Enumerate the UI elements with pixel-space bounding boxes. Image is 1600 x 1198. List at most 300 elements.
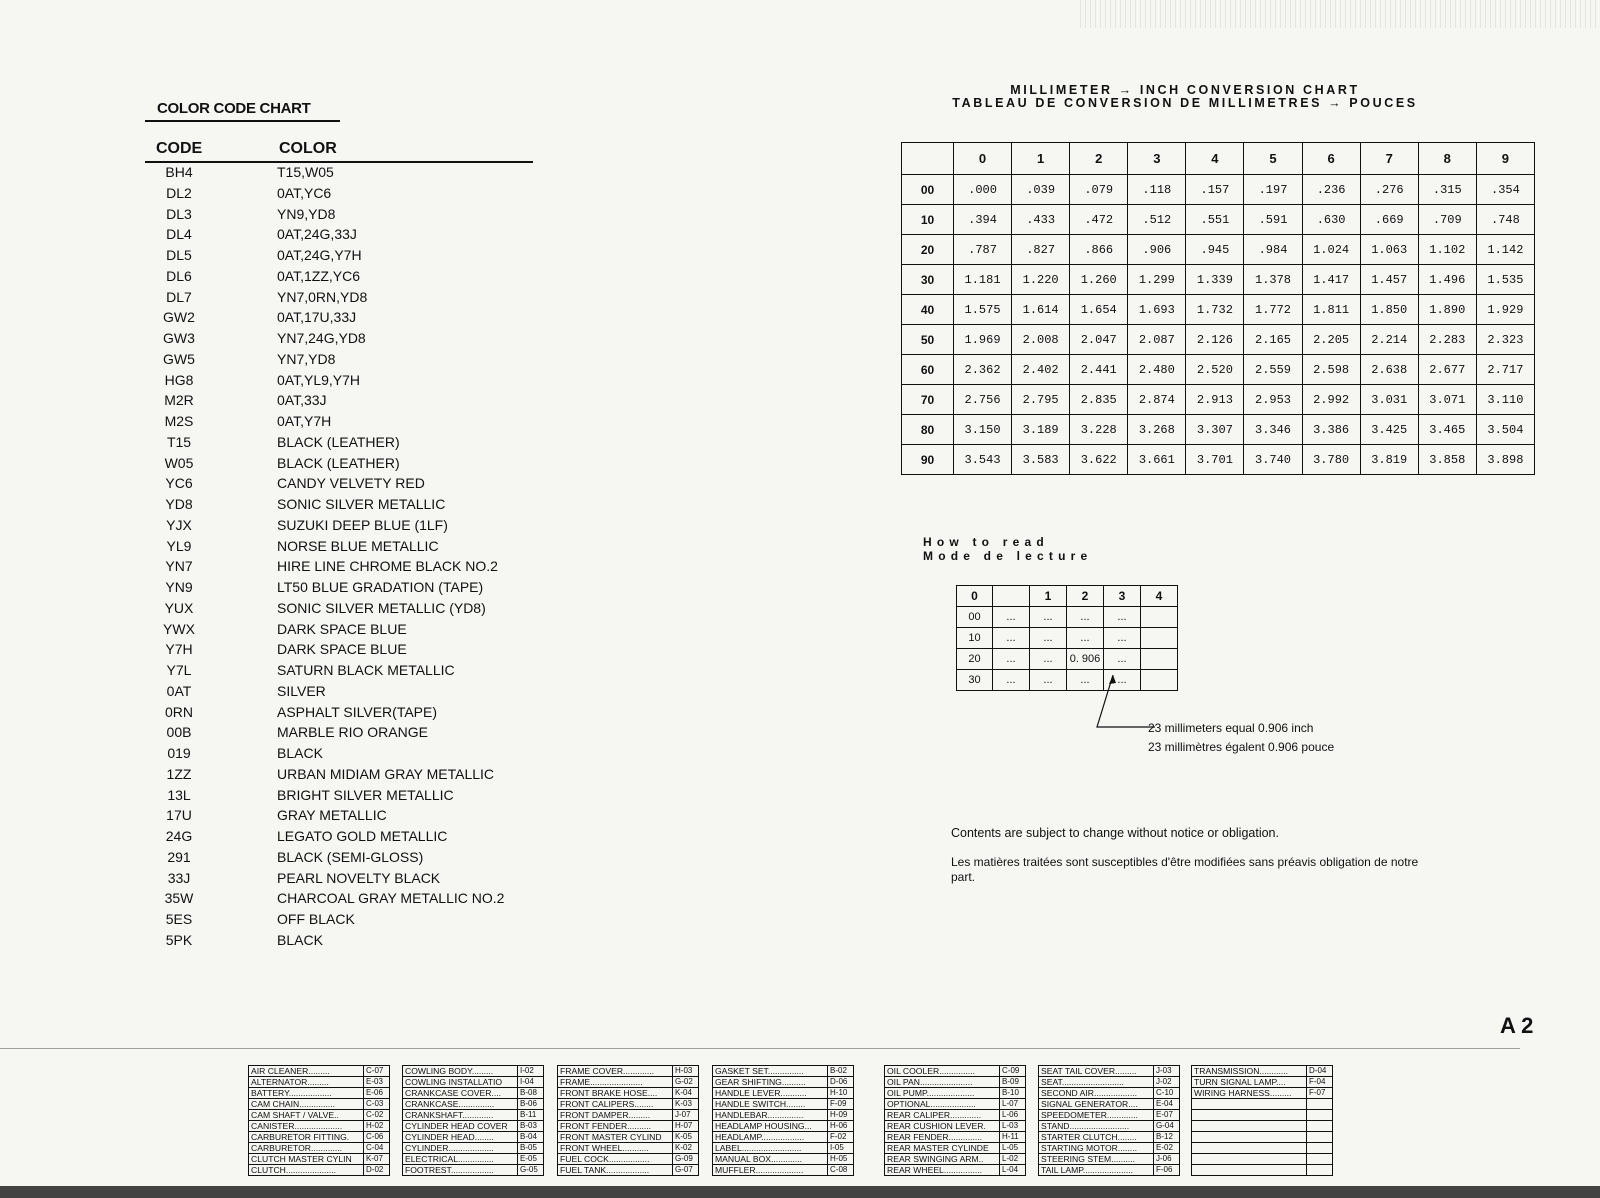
color-name: YN7,0RN,YD8 (277, 288, 368, 305)
index-entry-name: COWLING INSTALLATIO (403, 1077, 518, 1088)
color-code-row (145, 743, 545, 764)
index-entry[interactable] (1039, 1154, 1180, 1165)
index-entry[interactable] (249, 1165, 390, 1176)
color-code: DL6 (166, 267, 192, 284)
color-code-row (145, 307, 545, 328)
color-code: 00B (166, 724, 192, 741)
example-cell: ... (1067, 628, 1104, 649)
inch-value: 3.780 (1302, 445, 1360, 475)
index-entry[interactable] (1192, 1132, 1333, 1143)
color-code-row (145, 287, 545, 308)
index-entry-name: CRANKCASE............... (403, 1099, 518, 1110)
inch-value: 1.378 (1244, 265, 1302, 295)
index-entry-name: CARBURETOR FITTING. (249, 1132, 364, 1143)
index-entry[interactable] (713, 1165, 854, 1176)
index-entry[interactable] (1039, 1088, 1180, 1099)
index-entry-name: REAR CUSHION LEVER. (885, 1121, 1000, 1132)
color-code: YN9 (165, 579, 193, 595)
inch-value: 1.969 (954, 325, 1012, 355)
index-entry[interactable] (558, 1154, 699, 1165)
index-entry[interactable] (558, 1165, 699, 1176)
index-entry[interactable] (1039, 1132, 1180, 1143)
index-entry-name: HANDLE LEVER........... (713, 1088, 828, 1099)
index-entry[interactable] (249, 1143, 390, 1154)
example-cell: ... (993, 670, 1030, 691)
index-entry-page: F-02 (828, 1132, 854, 1143)
color-code: 1ZZ (166, 765, 192, 782)
index-entry-page: E-06 (364, 1088, 390, 1099)
index-entry-name (1192, 1143, 1307, 1154)
index-entry-page: C-06 (364, 1132, 390, 1143)
inch-value: 3.858 (1418, 445, 1476, 475)
inch-value: 2.126 (1186, 325, 1244, 355)
color-code: BH4 (165, 164, 193, 180)
index-entry-page: G-05 (518, 1165, 544, 1176)
pointer-arrow-icon (1095, 675, 1155, 735)
index-entry[interactable] (1192, 1165, 1333, 1176)
color-name: MARBLE RIO ORANGE (277, 724, 428, 741)
color-code: HG8 (164, 371, 194, 388)
index-entry-name: CYLINDER HEAD........ (403, 1132, 518, 1143)
color-code-row (145, 909, 545, 930)
inch-value: 1.181 (954, 265, 1012, 295)
color-code-row (145, 245, 545, 266)
index-entry[interactable] (713, 1077, 854, 1088)
code-header: CODE (156, 140, 203, 157)
index-entry[interactable] (713, 1132, 854, 1143)
index-entry-page: D-04 (1307, 1066, 1333, 1077)
column-header: 9 (1476, 143, 1534, 175)
color-code: M2S (164, 413, 194, 429)
inch-value: .433 (1012, 205, 1070, 235)
conversion-row (902, 235, 1535, 265)
color-code-row (145, 556, 545, 577)
index-entry[interactable] (403, 1121, 544, 1132)
color-name: 0AT,YC6 (277, 184, 332, 201)
color-name: YN7,YD8 (277, 350, 336, 367)
example-cell (1141, 649, 1178, 670)
color-code: GW3 (163, 330, 195, 346)
color-code: GW5 (163, 350, 195, 367)
color-name: YN7,24G,YD8 (277, 330, 366, 346)
inch-value: 2.795 (1012, 385, 1070, 415)
index-entry[interactable] (403, 1143, 544, 1154)
index-entry[interactable] (249, 1077, 390, 1088)
column-header: 2 (1070, 143, 1128, 175)
index-entry-page: B-03 (518, 1121, 544, 1132)
index-entry-page: J-07 (673, 1110, 699, 1121)
index-entry-name: TURN SIGNAL LAMP.... (1192, 1077, 1307, 1088)
index-entry-page (1307, 1143, 1333, 1154)
color-code: YN7 (165, 558, 193, 575)
index-entry-page (1307, 1110, 1333, 1121)
index-entry-name: STARTING MOTOR........ (1039, 1143, 1154, 1154)
index-entry-page: E-07 (1154, 1110, 1180, 1121)
inch-value: 2.874 (1128, 385, 1186, 415)
example-cell: ... (993, 628, 1030, 649)
index-entry[interactable] (885, 1099, 1026, 1110)
index-entry[interactable] (558, 1088, 699, 1099)
index-entry-page: I-05 (828, 1143, 854, 1154)
inch-value: 2.559 (1244, 355, 1302, 385)
row-label: 80 (902, 415, 954, 445)
conversion-row (902, 205, 1535, 235)
column-header: 1 (1012, 143, 1070, 175)
disclaimer-fr: Les matières traitées sont susceptibles d'être modifiées sans préavis obligation de notre part. (951, 855, 1419, 884)
index-entry-name: SIGNAL GENERATOR.... (1039, 1099, 1154, 1110)
index-entry[interactable] (249, 1154, 390, 1165)
inch-value: 3.346 (1244, 415, 1302, 445)
inch-value: 3.228 (1070, 415, 1128, 445)
example-cell: ... (1067, 670, 1104, 691)
inch-value: 2.480 (1128, 355, 1186, 385)
index-entry[interactable] (1192, 1154, 1333, 1165)
color-code-row (145, 370, 545, 391)
index-entry-name: SEAT.......................... (1039, 1077, 1154, 1088)
inch-value: .236 (1302, 175, 1360, 205)
index-entry[interactable] (1039, 1110, 1180, 1121)
index-entry[interactable] (1192, 1088, 1333, 1099)
color-name: 0AT,YL9,Y7H (277, 371, 361, 388)
color-code-row (145, 349, 545, 370)
row-label: 90 (902, 445, 954, 475)
index-entry-page: H-03 (673, 1066, 699, 1077)
index-entry-name: STEERING STEM.......... (1039, 1154, 1154, 1165)
index-entry-page: K-04 (673, 1088, 699, 1099)
color-name: CHARCOAL GRAY METALLIC NO.2 (277, 890, 505, 907)
index-entry[interactable] (713, 1154, 854, 1165)
color-code: DL3 (166, 205, 192, 222)
color-code-row (145, 224, 545, 245)
color-code-row (145, 888, 545, 909)
index-entry-page: C-08 (828, 1165, 854, 1176)
index-entry[interactable] (403, 1154, 544, 1165)
color-name: SONIC SILVER METALLIC (277, 496, 446, 512)
conversion-row (902, 385, 1535, 415)
index-column (1038, 1065, 1180, 1176)
example-cell: ... (1104, 607, 1141, 628)
index-entry-name: STAND......................... (1039, 1121, 1154, 1132)
index-entry[interactable] (1192, 1121, 1333, 1132)
inch-value: .315 (1418, 175, 1476, 205)
inch-value: .827 (1012, 235, 1070, 265)
index-entry-name: FRONT MASTER CYLIND (558, 1132, 673, 1143)
inch-value: 2.992 (1302, 385, 1360, 415)
color-code-row (145, 764, 545, 785)
index-entry-page: B-05 (518, 1143, 544, 1154)
color-name: BLACK (277, 931, 323, 948)
index-entry[interactable] (558, 1066, 699, 1077)
example-cell: ... (1104, 670, 1141, 691)
index-entry[interactable] (885, 1165, 1026, 1176)
inch-value: 2.362 (954, 355, 1012, 385)
index-entry[interactable] (1192, 1143, 1333, 1154)
index-entry-page: H-11 (1000, 1132, 1026, 1143)
index-entry-page: K-02 (673, 1143, 699, 1154)
color-name: URBAN MIDIAM GRAY METALLIC (277, 765, 495, 782)
color-code: 17U (166, 807, 192, 824)
inch-value: 3.740 (1244, 445, 1302, 475)
index-entry-name: STARTER CLUTCH........ (1039, 1132, 1154, 1143)
color-code-row (145, 390, 545, 411)
color-name: BLACK (LEATHER) (277, 433, 400, 450)
index-entry-name: OIL PAN...................... (885, 1077, 1000, 1088)
color-code-row (145, 494, 545, 515)
example-column-header: 2 (1067, 586, 1104, 607)
index-entry-page: H-09 (828, 1110, 854, 1121)
inch-value: 1.024 (1302, 235, 1360, 265)
how-to-read-title-fr: Mode de lecture (923, 549, 1093, 563)
index-entry[interactable] (1039, 1121, 1180, 1132)
color-code-row (145, 598, 545, 619)
inch-value: 2.323 (1476, 325, 1534, 355)
color-code: 019 (167, 745, 191, 761)
index-entry-page: G-07 (673, 1165, 699, 1176)
color-name: SILVER (277, 682, 326, 699)
index-entry[interactable] (713, 1143, 854, 1154)
color-name: T15,W05 (277, 164, 334, 180)
index-entry-page: H-07 (673, 1121, 699, 1132)
index-entry[interactable] (885, 1154, 1026, 1165)
index-entry[interactable] (249, 1088, 390, 1099)
column-header: 6 (1302, 143, 1360, 175)
inch-value: 1.496 (1418, 265, 1476, 295)
inch-value: .157 (1186, 175, 1244, 205)
index-entry-name: REAR SWINGING ARM.. (885, 1154, 1000, 1165)
example-row-label: 30 (957, 670, 993, 691)
index-entry-name: CAM SHAFT / VALVE.. (249, 1110, 364, 1121)
inch-value: .787 (954, 235, 1012, 265)
color-code-row (145, 722, 545, 743)
index-entry-name: FRAME COVER............. (558, 1066, 673, 1077)
inch-value: 2.953 (1244, 385, 1302, 415)
index-entry[interactable] (713, 1099, 854, 1110)
index-entry-page: L-04 (1000, 1165, 1026, 1176)
index-entry-page: J-03 (1154, 1066, 1180, 1077)
color-name: SONIC SILVER METALLIC (YD8) (277, 599, 486, 616)
index-entry-name: CARBURETOR............. (249, 1143, 364, 1154)
index-entry-name: WIRING HARNESS......... (1192, 1088, 1307, 1099)
index-entry[interactable] (885, 1121, 1026, 1132)
color-name: LT50 BLUE GRADATION (TAPE) (277, 579, 484, 595)
index-entry[interactable] (1039, 1099, 1180, 1110)
index-entry[interactable] (249, 1110, 390, 1121)
inch-value: 3.425 (1360, 415, 1418, 445)
index-entry[interactable] (403, 1165, 544, 1176)
index-entry[interactable] (403, 1110, 544, 1121)
inch-value: 1.890 (1418, 295, 1476, 325)
color-name: DARK SPACE BLUE (277, 641, 407, 658)
inch-value: 2.638 (1360, 355, 1418, 385)
index-entry[interactable] (403, 1088, 544, 1099)
example-note-fr: 23 millimètres égalent 0.906 pouce (1148, 740, 1335, 754)
index-entry[interactable] (885, 1066, 1026, 1077)
index-entry[interactable] (558, 1099, 699, 1110)
index-entry[interactable] (558, 1110, 699, 1121)
inch-value: .472 (1070, 205, 1128, 235)
inch-value: 3.465 (1418, 415, 1476, 445)
example-cell: ... (1067, 607, 1104, 628)
row-label: 20 (902, 235, 954, 265)
color-code-row (145, 432, 545, 453)
index-entry-name: CYLINDER HEAD COVER (403, 1121, 518, 1132)
inch-value: 1.417 (1302, 265, 1360, 295)
color-code: DL4 (166, 226, 192, 243)
column-header: 0 (954, 143, 1012, 175)
index-entry-name (1192, 1132, 1307, 1143)
color-code-row (145, 515, 545, 536)
index-entry-page (1307, 1132, 1333, 1143)
index-entry[interactable] (1039, 1066, 1180, 1077)
index-entry-name: HANDLEBAR............... (713, 1110, 828, 1121)
index-entry-name: REAR MASTER CYLINDE (885, 1143, 1000, 1154)
inch-value: .551 (1186, 205, 1244, 235)
index-entry-page: B-08 (518, 1088, 544, 1099)
index-entry-name: OIL COOLER............... (885, 1066, 1000, 1077)
index-entry-name: GEAR SHIFTING.......... (713, 1077, 828, 1088)
color-name: GRAY METALLIC (277, 807, 387, 824)
index-entry[interactable] (1039, 1077, 1180, 1088)
index-entry[interactable] (713, 1088, 854, 1099)
index-entry-name: TRANSMISSION............ (1192, 1066, 1307, 1077)
inch-value: 3.898 (1476, 445, 1534, 475)
color-code: 24G (165, 828, 193, 844)
row-label: 50 (902, 325, 954, 355)
index-entry-page: C-09 (1000, 1066, 1026, 1077)
color-name: HIRE LINE CHROME BLACK NO.2 (277, 558, 498, 575)
color-code: Y7L (166, 662, 192, 678)
index-entry[interactable] (403, 1066, 544, 1077)
index-entry[interactable] (1192, 1110, 1333, 1121)
inch-value: 3.701 (1186, 445, 1244, 475)
inch-value: 1.102 (1418, 235, 1476, 265)
index-entry-page: G-09 (673, 1154, 699, 1165)
index-column (884, 1065, 1026, 1176)
color-name: YN9,YD8 (277, 205, 336, 222)
color-code-row (145, 660, 545, 681)
index-entry-page: I-02 (518, 1066, 544, 1077)
conversion-title-fr: TABLEAU DE CONVERSION DE MILLIMETRES → POUCES (952, 96, 1418, 110)
index-entry[interactable] (885, 1143, 1026, 1154)
inch-value: 2.205 (1302, 325, 1360, 355)
inch-value: .118 (1128, 175, 1186, 205)
index-entry[interactable] (403, 1099, 544, 1110)
color-code: 0RN (164, 703, 193, 720)
index-entry-page: H-05 (828, 1154, 854, 1165)
inch-value: .354 (1476, 175, 1534, 205)
example-column-header: 3 (1104, 586, 1141, 607)
column-header: 4 (1186, 143, 1244, 175)
conversion-row (902, 325, 1535, 355)
index-entry[interactable] (249, 1099, 390, 1110)
index-entry-page: I-04 (518, 1077, 544, 1088)
column-header: 5 (1244, 143, 1302, 175)
color-code-row (145, 785, 545, 806)
index-entry[interactable] (885, 1132, 1026, 1143)
inch-value: .984 (1244, 235, 1302, 265)
index-entry[interactable] (713, 1121, 854, 1132)
index-entry[interactable] (1039, 1165, 1180, 1176)
color-code-list (145, 162, 545, 951)
index-entry-name: FRAME...................... (558, 1077, 673, 1088)
index-entry-name: COWLING BODY......... (403, 1066, 518, 1077)
index-entry[interactable] (558, 1132, 699, 1143)
example-row-label: 20 (957, 649, 993, 670)
index-entry-name: FUEL COCK................. (558, 1154, 673, 1165)
index-entry-name: AIR CLEANER......... (249, 1066, 364, 1077)
color-name: DARK SPACE BLUE (277, 620, 407, 637)
how-to-read-title: How to read (923, 535, 1049, 549)
index-entry-name: FOOTREST.................. (403, 1165, 518, 1176)
index-column (248, 1065, 390, 1176)
index-entry-page: C-03 (364, 1099, 390, 1110)
index-entry[interactable] (713, 1110, 854, 1121)
index-entry[interactable] (558, 1143, 699, 1154)
index-entry[interactable] (249, 1132, 390, 1143)
inch-value: 2.087 (1128, 325, 1186, 355)
index-entry-page: E-04 (1154, 1099, 1180, 1110)
index-entry-name (1192, 1110, 1307, 1121)
index-entry[interactable] (249, 1121, 390, 1132)
conversion-row (902, 415, 1535, 445)
color-code: YWX (163, 620, 195, 637)
index-column (557, 1065, 699, 1176)
index-entry-page: G-04 (1154, 1121, 1180, 1132)
index-entry-name: REAR WHEEL................ (885, 1165, 1000, 1176)
index-entry-name: FRONT DAMPER......... (558, 1110, 673, 1121)
example-cell: ... (1030, 628, 1067, 649)
index-entry[interactable] (403, 1132, 544, 1143)
index-entry-page: B-09 (1000, 1077, 1026, 1088)
index-entry[interactable] (713, 1066, 854, 1077)
color-code-row (145, 473, 545, 494)
index-entry-page: L-03 (1000, 1121, 1026, 1132)
inch-value: .630 (1302, 205, 1360, 235)
index-entry-name: MUFFLER.................... (713, 1165, 828, 1176)
example-column-header (993, 586, 1030, 607)
index-entry[interactable] (1192, 1077, 1333, 1088)
index-entry[interactable] (558, 1077, 699, 1088)
index-entry-page: K-03 (673, 1099, 699, 1110)
index-entry[interactable] (885, 1088, 1026, 1099)
color-code: YL9 (166, 537, 192, 554)
index-entry[interactable] (1192, 1066, 1333, 1077)
inch-value: .039 (1012, 175, 1070, 205)
index-entry[interactable] (403, 1077, 544, 1088)
inch-value: 3.268 (1128, 415, 1186, 445)
index-entry[interactable] (885, 1077, 1026, 1088)
inch-value: .669 (1360, 205, 1418, 235)
color-name: 0AT,Y7H (277, 413, 332, 429)
inch-value: .000 (954, 175, 1012, 205)
inch-value: .709 (1418, 205, 1476, 235)
inch-value: .945 (1186, 235, 1244, 265)
inch-value: 3.583 (1012, 445, 1070, 475)
index-entry[interactable] (249, 1066, 390, 1077)
index-entry-name: LABEL......................... (713, 1143, 828, 1154)
conversion-row (902, 265, 1535, 295)
index-entry[interactable] (885, 1110, 1026, 1121)
color-name: BRIGHT SILVER METALLIC (277, 786, 454, 803)
row-label: 60 (902, 355, 954, 385)
index-entry[interactable] (1039, 1143, 1180, 1154)
index-column (1191, 1065, 1333, 1176)
index-entry-page: K-05 (673, 1132, 699, 1143)
index-entry[interactable] (1192, 1099, 1333, 1110)
index-entry-page: F-07 (1307, 1088, 1333, 1099)
index-entry[interactable] (558, 1121, 699, 1132)
color-code-row (145, 453, 545, 474)
